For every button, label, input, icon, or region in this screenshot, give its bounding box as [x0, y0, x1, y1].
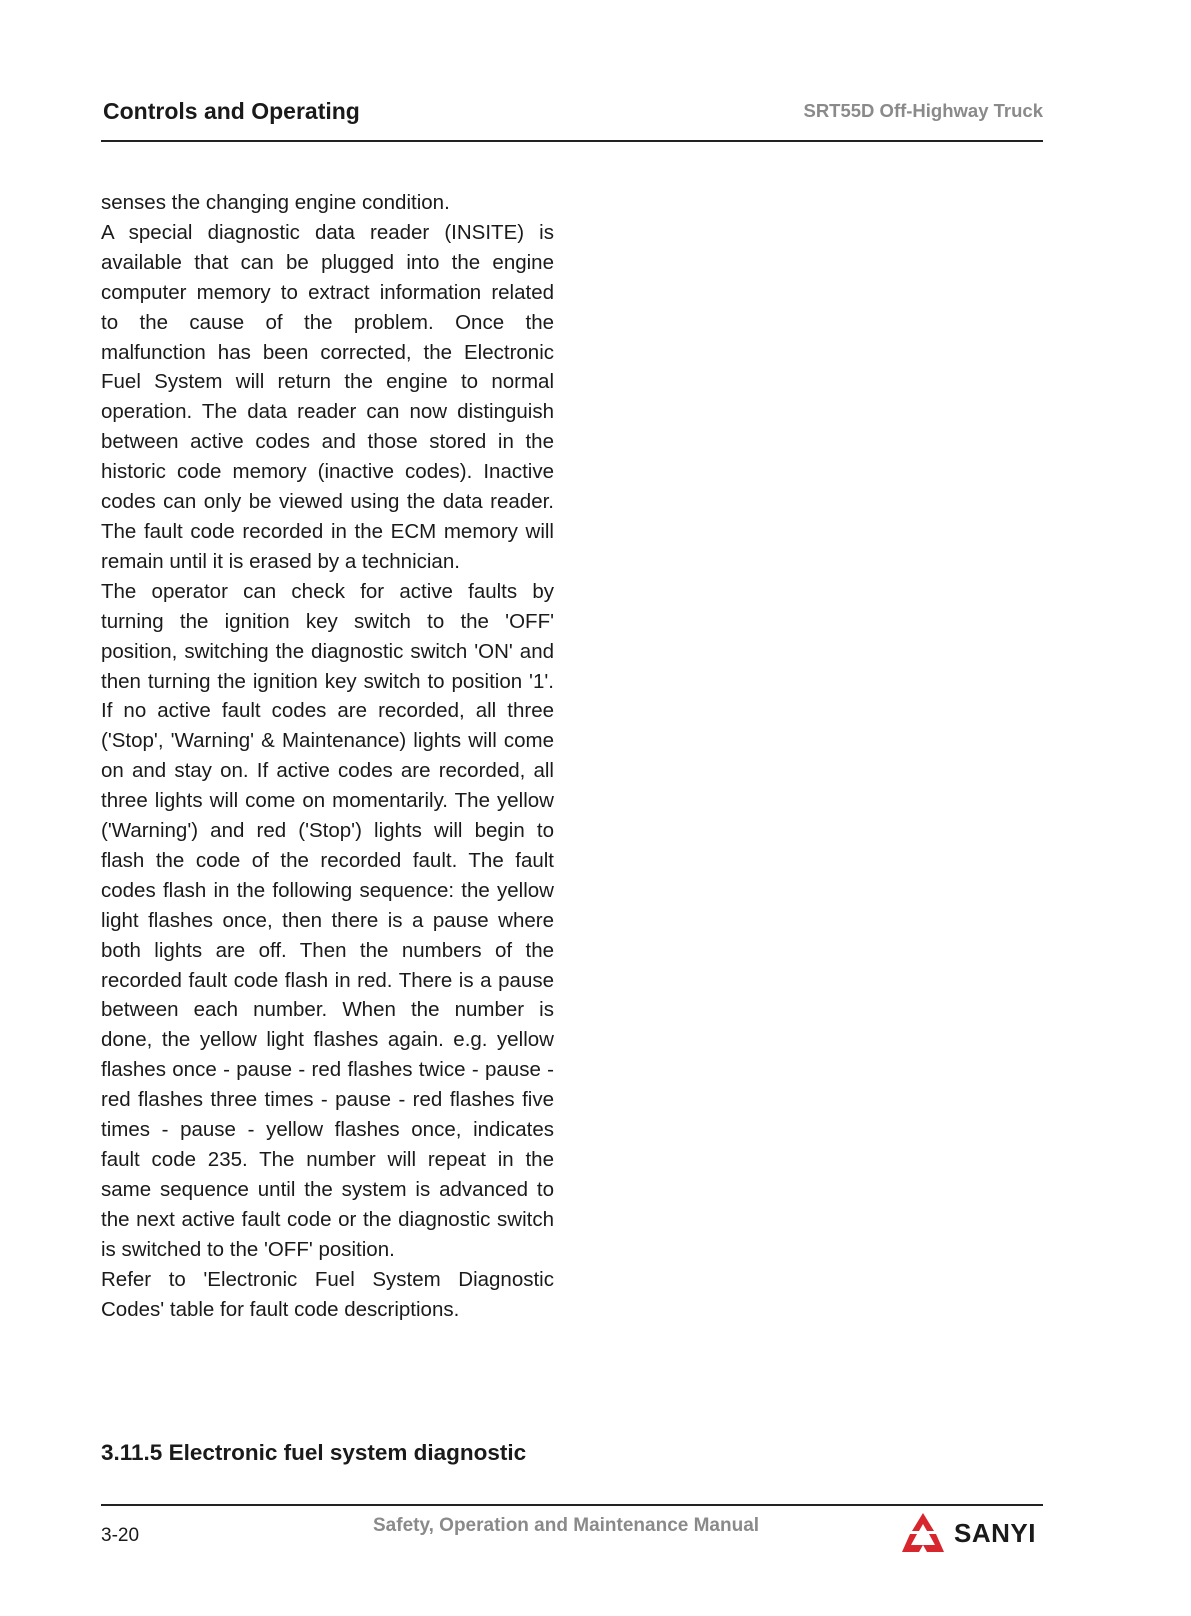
brand-logo: [900, 1510, 1036, 1556]
paragraph: senses the changing engine condition.: [101, 191, 450, 214]
header-divider: [101, 140, 1043, 142]
product-title: SRT55D Off-Highway Truck: [803, 100, 1043, 121]
brand-name: SANYI: [954, 1517, 1036, 1548]
section-title: Controls and Operating: [103, 98, 360, 124]
body-text-column: [101, 188, 554, 1324]
manual-title: Safety, Operation and Maintenance Manual: [373, 1515, 760, 1536]
page-number: 3-20: [101, 1525, 140, 1546]
sanyi-logo-icon: [900, 1511, 946, 1555]
paragraph: A special diagnostic data reader (INSITE) is available that can be plugged into the engine computer memory to extract information related to the cause of the problem. Once the malfunction has been corrected, the Electronic Fuel System will return the engine to normal operation. The data reader can now distinguish between active codes and those stored in the historic code memory (inactive codes). Inactive codes can only be viewed using the data reader. The fault code recorded in the ECM memory will remain until it is erased by a technician.: [101, 220, 554, 573]
paragraph: Refer to 'Electronic Fuel System Diagnostic Codes' table for fault code descriptions.: [101, 1267, 554, 1321]
footer-divider: [101, 1504, 1043, 1506]
section-heading: 3.11.5 Electronic fuel system diagnostic: [101, 1440, 527, 1465]
paragraph: The operator can check for active faults by turning the ignition key switch to the 'OFF' position, switching the diagnostic switch 'ON' and then turning the ignition key switch to position '1'. If no active fault codes are recorded, all three ('Stop', 'Warning' & Maintenance) lights will come on and stay on. If active codes are recorded, all three lights will come on momentarily. The yellow ('Warning') and red ('Stop') lights will begin to flash the code of the recorded fault. The fault codes flash in the following sequence: the yellow light flashes once, then there is a pause where both lights are off. Then the numbers of the recorded fault code flash in red. There is a pause between each number. When the number is done, the yellow light flashes again. e.g. yellow flashes once - pause - red flashes twice - pause - red flashes three times - pause - red flashes five times - pause - yellow flashes once, indicates fault code 235. The number will repeat in the same sequence until the system is advanced to the next active fault code or the diagnostic switch is switched to the 'OFF' position.: [101, 579, 554, 1261]
